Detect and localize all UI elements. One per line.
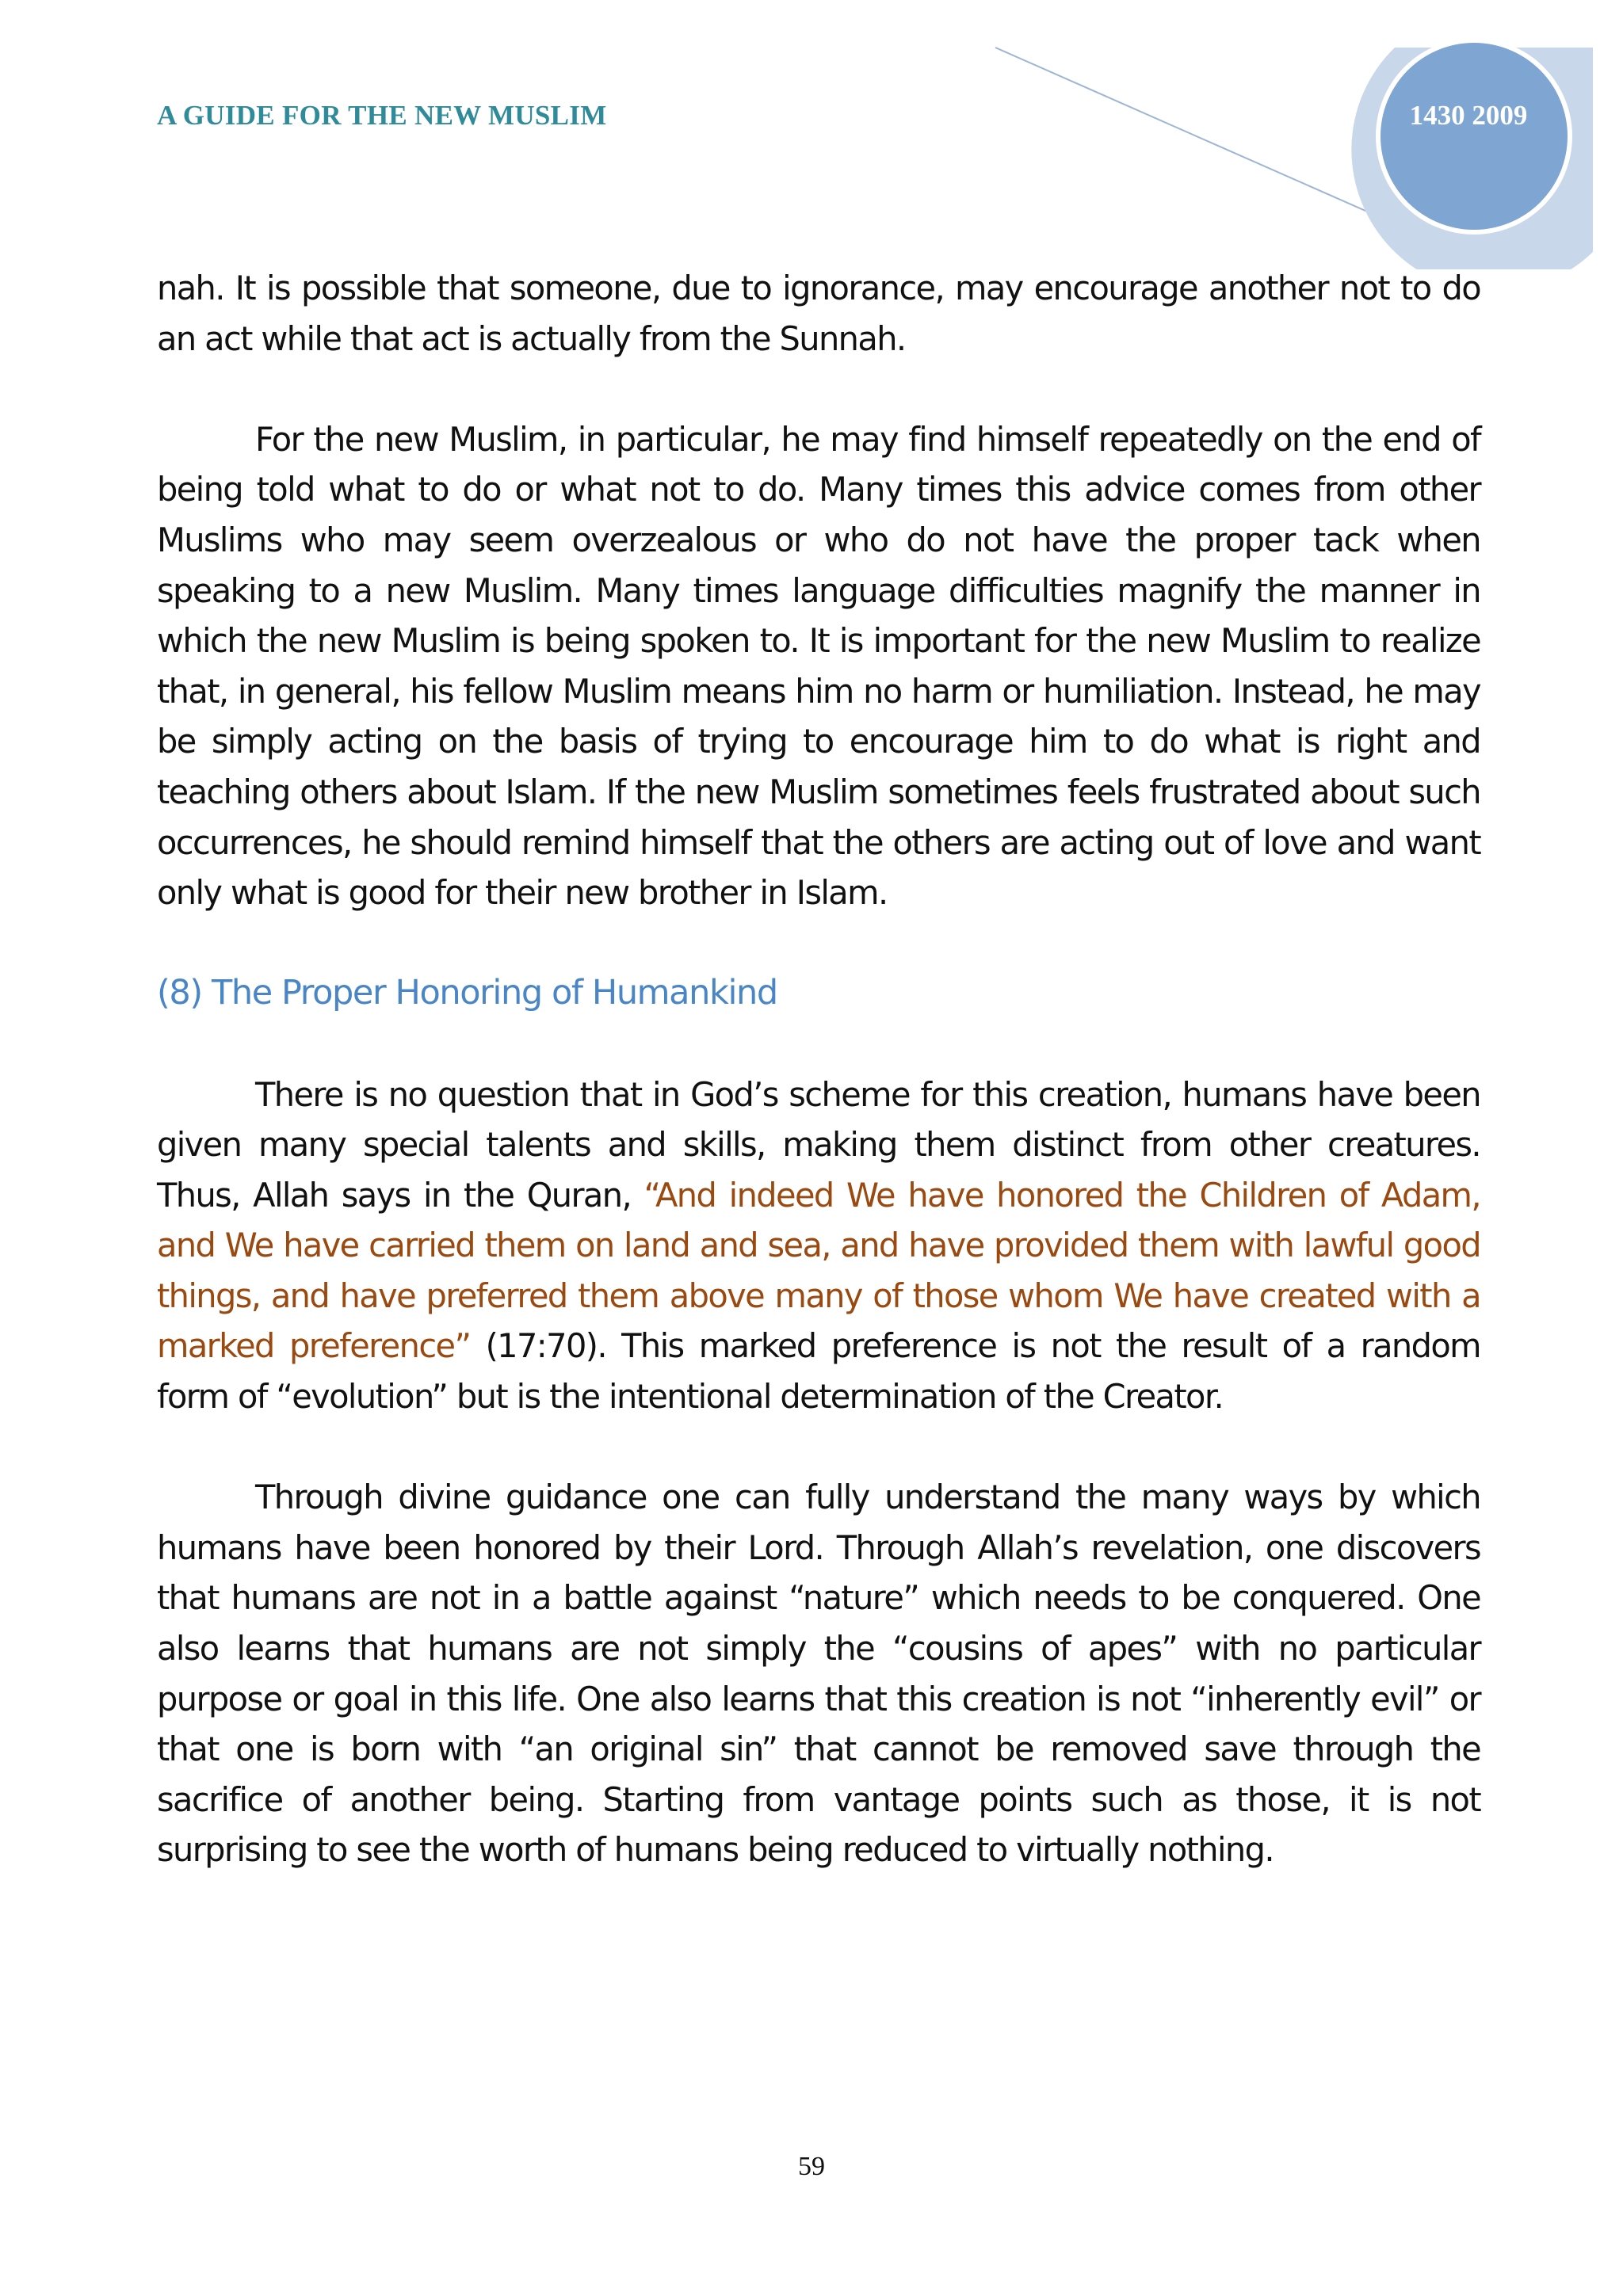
paragraph-divine-guidance: Through divine guidance one can fully understand the many ways by which humans have been honored by their Lord. Through Allah’s revelation, one discovers that humans are not in a battle against “nature” which needs to be conquered. One also learns that humans are not simply the “cousins of apes” with no particular purpose or goal in this life. One also learns that this creation is not “inherently evil” or that one is born with “an original sin” that cannot be removed save through the sacrifice of another being. Starting from vantage points such as those, it is not surprising to see the worth of humans being reduced to virtually nothing. (157, 1478, 1480, 1870)
header-decoration-circle (1381, 43, 1568, 230)
paragraph-continuation: nah. It is possible that someone, due to ignorance, may encourage another not to do an act while that act is actually from the Sunnah. (157, 269, 1480, 358)
quran-quote: “And indeed We have honored the Children of Adam, and We have carried them on land and sea, and have provided them with lawful good things, and have preferred them above many of those whom We have created with a marked preference” (157, 1175, 1480, 1366)
section-heading: (8) The Proper Honoring of Humankind (157, 973, 777, 1013)
page-number: 59 (798, 2152, 825, 2181)
header-decoration (0, 0, 1623, 269)
paragraph-honoring-conclusion: (17:70). This marked preference is not the result of a random form of “evolution” but is the intentional determination of the Creator. (157, 1326, 1480, 1417)
running-header-title: A GUIDE FOR THE NEW MUSLIM (157, 100, 607, 131)
paragraph-honoring (157, 1070, 1480, 1422)
paragraph-honoring-intro: There is no question that in God’s scheme for this creation, humans have been given many special talents and skills, making them distinct from other creatures. Thus, Allah says in the Quran, (157, 1074, 1480, 1215)
running-header-year: 1430 2009 (1409, 100, 1528, 131)
paragraph-new-muslim-advice: For the new Muslim, in particular, he may find himself repeatedly on the end of being told what to do or what not to do. Many times this advice comes from other Muslims who may seem overzealous or who do not have the proper tack when speaking to a new Muslim. Many times language difficulties magnify the manner in which the new Muslim is being spoken to. It is important for the new Muslim to realize that, in general, his fellow Muslim means him no harm or humiliation. Instead, he may be simply acting on the basis of trying to encourage him to do what is right and teaching others about Islam. If the new Muslim sometimes feels frustrated about such occurrences, he should remind himself that the others are acting out of love and want only what is good for their new brother in Islam. (157, 419, 1480, 913)
body-text (157, 263, 1480, 1926)
